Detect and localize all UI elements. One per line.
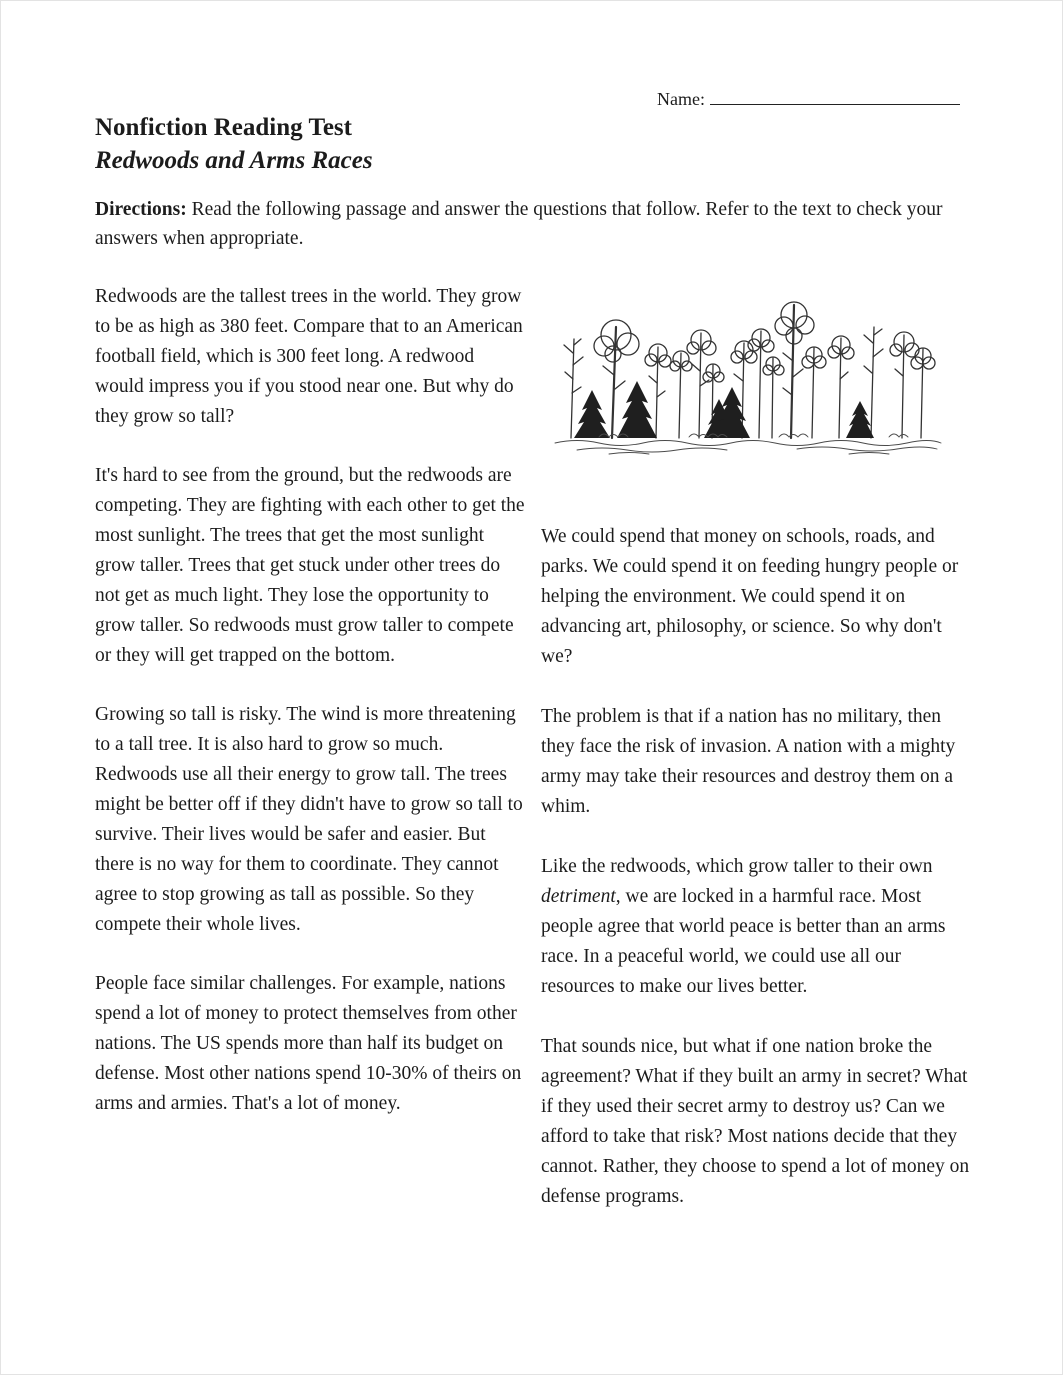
paragraph-7-italic-word: detriment	[541, 886, 616, 907]
forest-sketch-svg	[549, 291, 947, 456]
passage-right-column	[541, 291, 971, 1242]
paragraph-7-text-before: Like the redwoods, which grow taller to their own	[541, 856, 933, 877]
passage-paragraph-8: That sounds nice, but what if one nation broke the agreement? What if they built an army in secret? What if they used their secret army to destroy us? Can we afford to take that risk? Most nations decide that they cannot. Rather, they choose to spend a lot of money on defense programs.	[541, 1036, 970, 1207]
passage-paragraph-1: Redwoods are the tallest trees in the world. They grow to be as high as 380 feet. Compare that to an American football field, which is 300 feet long. A redwood would impress you if you stood near one. But why do they grow so tall?	[95, 286, 523, 427]
directions-text: Read the following passage and answer the questions that follow. Refer to the text to check your answers when appropriate.	[95, 199, 943, 249]
directions-label: Directions:	[95, 199, 187, 220]
name-label: Name:	[657, 89, 705, 109]
name-block	[657, 89, 960, 110]
name-blank-line	[710, 89, 960, 105]
passage-paragraph-7	[541, 852, 971, 1002]
page-title: Nonfiction Reading Test	[95, 114, 352, 141]
passage-paragraph-3: Growing so tall is risky. The wind is more threatening to a tall tree. It is also hard to grow so much. Redwoods use all their energy to grow tall. The trees might be better off if they didn't have to grow so tall to survive. Their lives would be safer and easier. But there is no way for them to coordinate. They cannot agree to stop growing as tall as possible. So they compete their whole lives.	[95, 704, 523, 935]
forest-illustration	[549, 291, 947, 456]
passage-paragraph-6: The problem is that if a nation has no military, then they face the risk of invasion. A nation with a mighty army may take their resources and destroy them on a whim.	[541, 706, 956, 817]
passage-paragraph-2: It's hard to see from the ground, but the redwoods are competing. They are fighting with each other to get the most sunlight. The trees that get the most sunlight grow taller. Trees that get stuck under other trees do not get as much light. They lose the opportunity to grow taller. So redwoods must grow taller to compete or they will get trapped on the bottom.	[95, 465, 525, 666]
passage-paragraph-4: People face similar challenges. For example, nations spend a lot of money to protect themselves from other nations. The US spends more than half its budget on defense. Most other nations spend 10-30% of theirs on arms and armies. That's a lot of money.	[95, 973, 522, 1114]
passage-paragraph-5: We could spend that money on schools, roads, and parks. We could spend it on feeding hungry people or helping the environment. We could spend it on advancing art, philosophy, or science. So why don't we?	[541, 526, 959, 667]
passage-left-column	[95, 282, 525, 1148]
paragraph-7-text-after: , we are locked in a harmful race. Most people agree that world peace is better than an arms race. In a peaceful world, we could use all our resources to make our lives better.	[541, 886, 946, 997]
directions	[95, 195, 943, 253]
title-block	[95, 111, 373, 177]
page-subtitle: Redwoods and Arms Races	[95, 147, 373, 174]
